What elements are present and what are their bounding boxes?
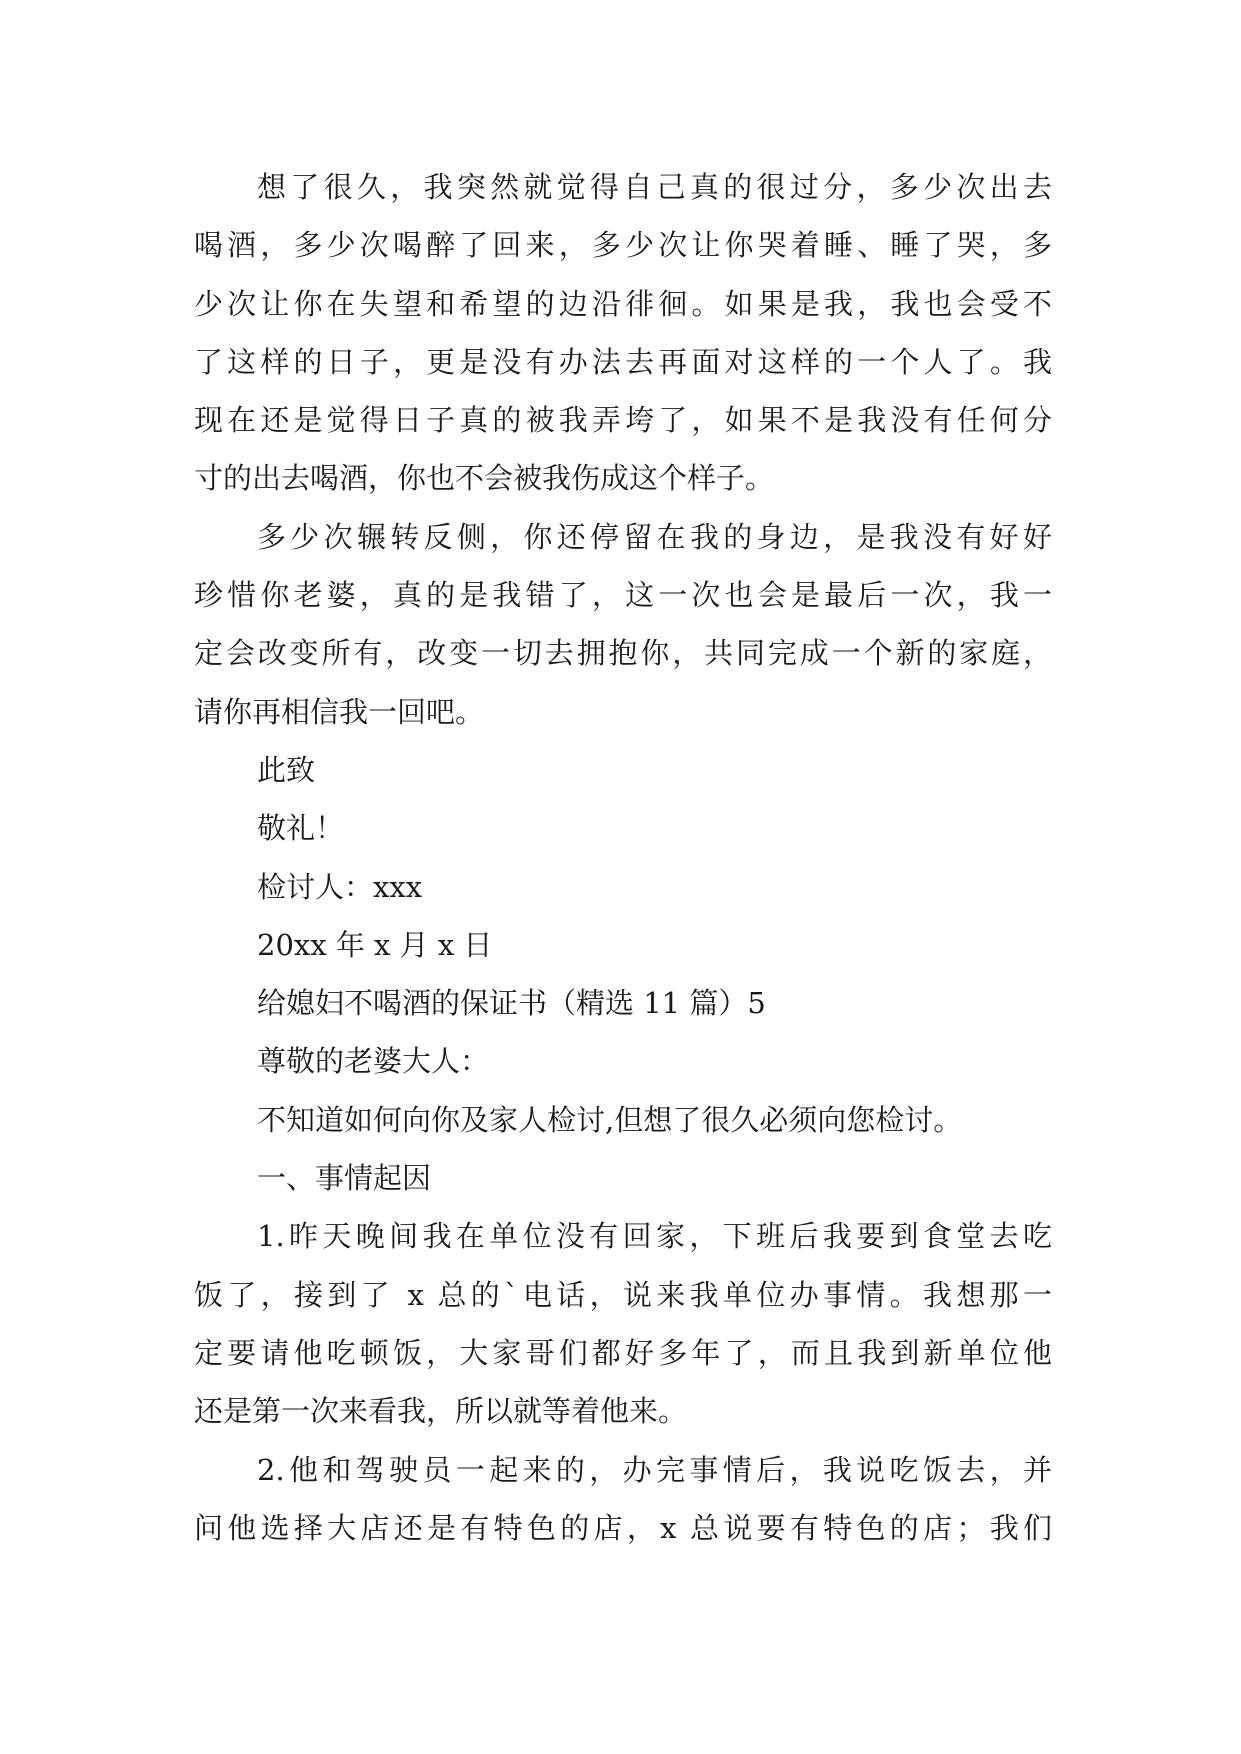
- text-line: 多少次辗转反侧，你还停留在我的身边，是我没有好好: [257, 519, 1052, 554]
- text-line: 寸的出去喝酒，你也不会被我伤成这个样子。: [194, 461, 775, 496]
- text-line: 珍惜你老婆，真的是我错了，这一次也会是最后一次，我一: [194, 578, 1052, 613]
- text-line: 还是第一次来看我，所以就等着他来。: [194, 1394, 688, 1429]
- text-line: 请你再相信我一回吧。: [194, 694, 485, 729]
- heading-cause: 一、事情起因: [257, 1161, 432, 1196]
- text-line: 喝酒，多少次喝醉了回来，多少次让你哭着睡、睡了哭，多: [194, 228, 1052, 263]
- text-line: 定要请他吃顿饭，大家哥们都好多年了，而且我到新单位他: [194, 1335, 1052, 1370]
- text-line: 现在还是觉得日子真的被我弄垮了，如果不是我没有任何分: [194, 403, 1052, 438]
- text-line: 少次让你在失望和希望的边沿徘徊。如果是我，我也会受不: [194, 286, 1052, 321]
- paragraph-promise: [194, 508, 1052, 741]
- text-line: 定会改变所有，改变一切去拥抱你，共同完成一个新的家庭，: [194, 636, 1052, 671]
- list-item-2: [194, 1441, 1052, 1558]
- closing-regards: 敬礼！: [257, 811, 345, 846]
- section-title: 给媳妇不喝酒的保证书（精选 11 篇）5: [257, 986, 766, 1021]
- date-line: 20xx 年 x 月 x 日: [257, 927, 493, 962]
- text-line: 饭了，接到了 x 总的`电话，说来我单位办事情。我想那一: [194, 1277, 1052, 1312]
- text-line: 问他选择大店还是有特色的店，x 总说要有特色的店；我们: [194, 1510, 1052, 1545]
- text-line: 1.昨天晚间我在单位没有回家，下班后我要到食堂去吃: [257, 1219, 1052, 1254]
- greeting: 尊敬的老婆大人：: [257, 1044, 490, 1079]
- intro-line: 不知道如何向你及家人检讨,但想了很久必须向您检讨。: [257, 1102, 963, 1137]
- signer-line: 检讨人：xxx: [257, 869, 423, 904]
- text-line: 了这样的日子，更是没有办法去再面对这样的一个人了。我: [194, 344, 1052, 379]
- list-item-1: [194, 1207, 1052, 1440]
- text-line: 2.他和驾驶员一起来的，办完事情后，我说吃饭去，并: [257, 1452, 1052, 1487]
- text-line: 想了很久，我突然就觉得自己真的很过分，多少次出去: [257, 170, 1052, 204]
- paragraph-reflection: [194, 158, 1052, 508]
- document-body: [194, 158, 1052, 1557]
- closing-salutation: 此致: [257, 752, 316, 787]
